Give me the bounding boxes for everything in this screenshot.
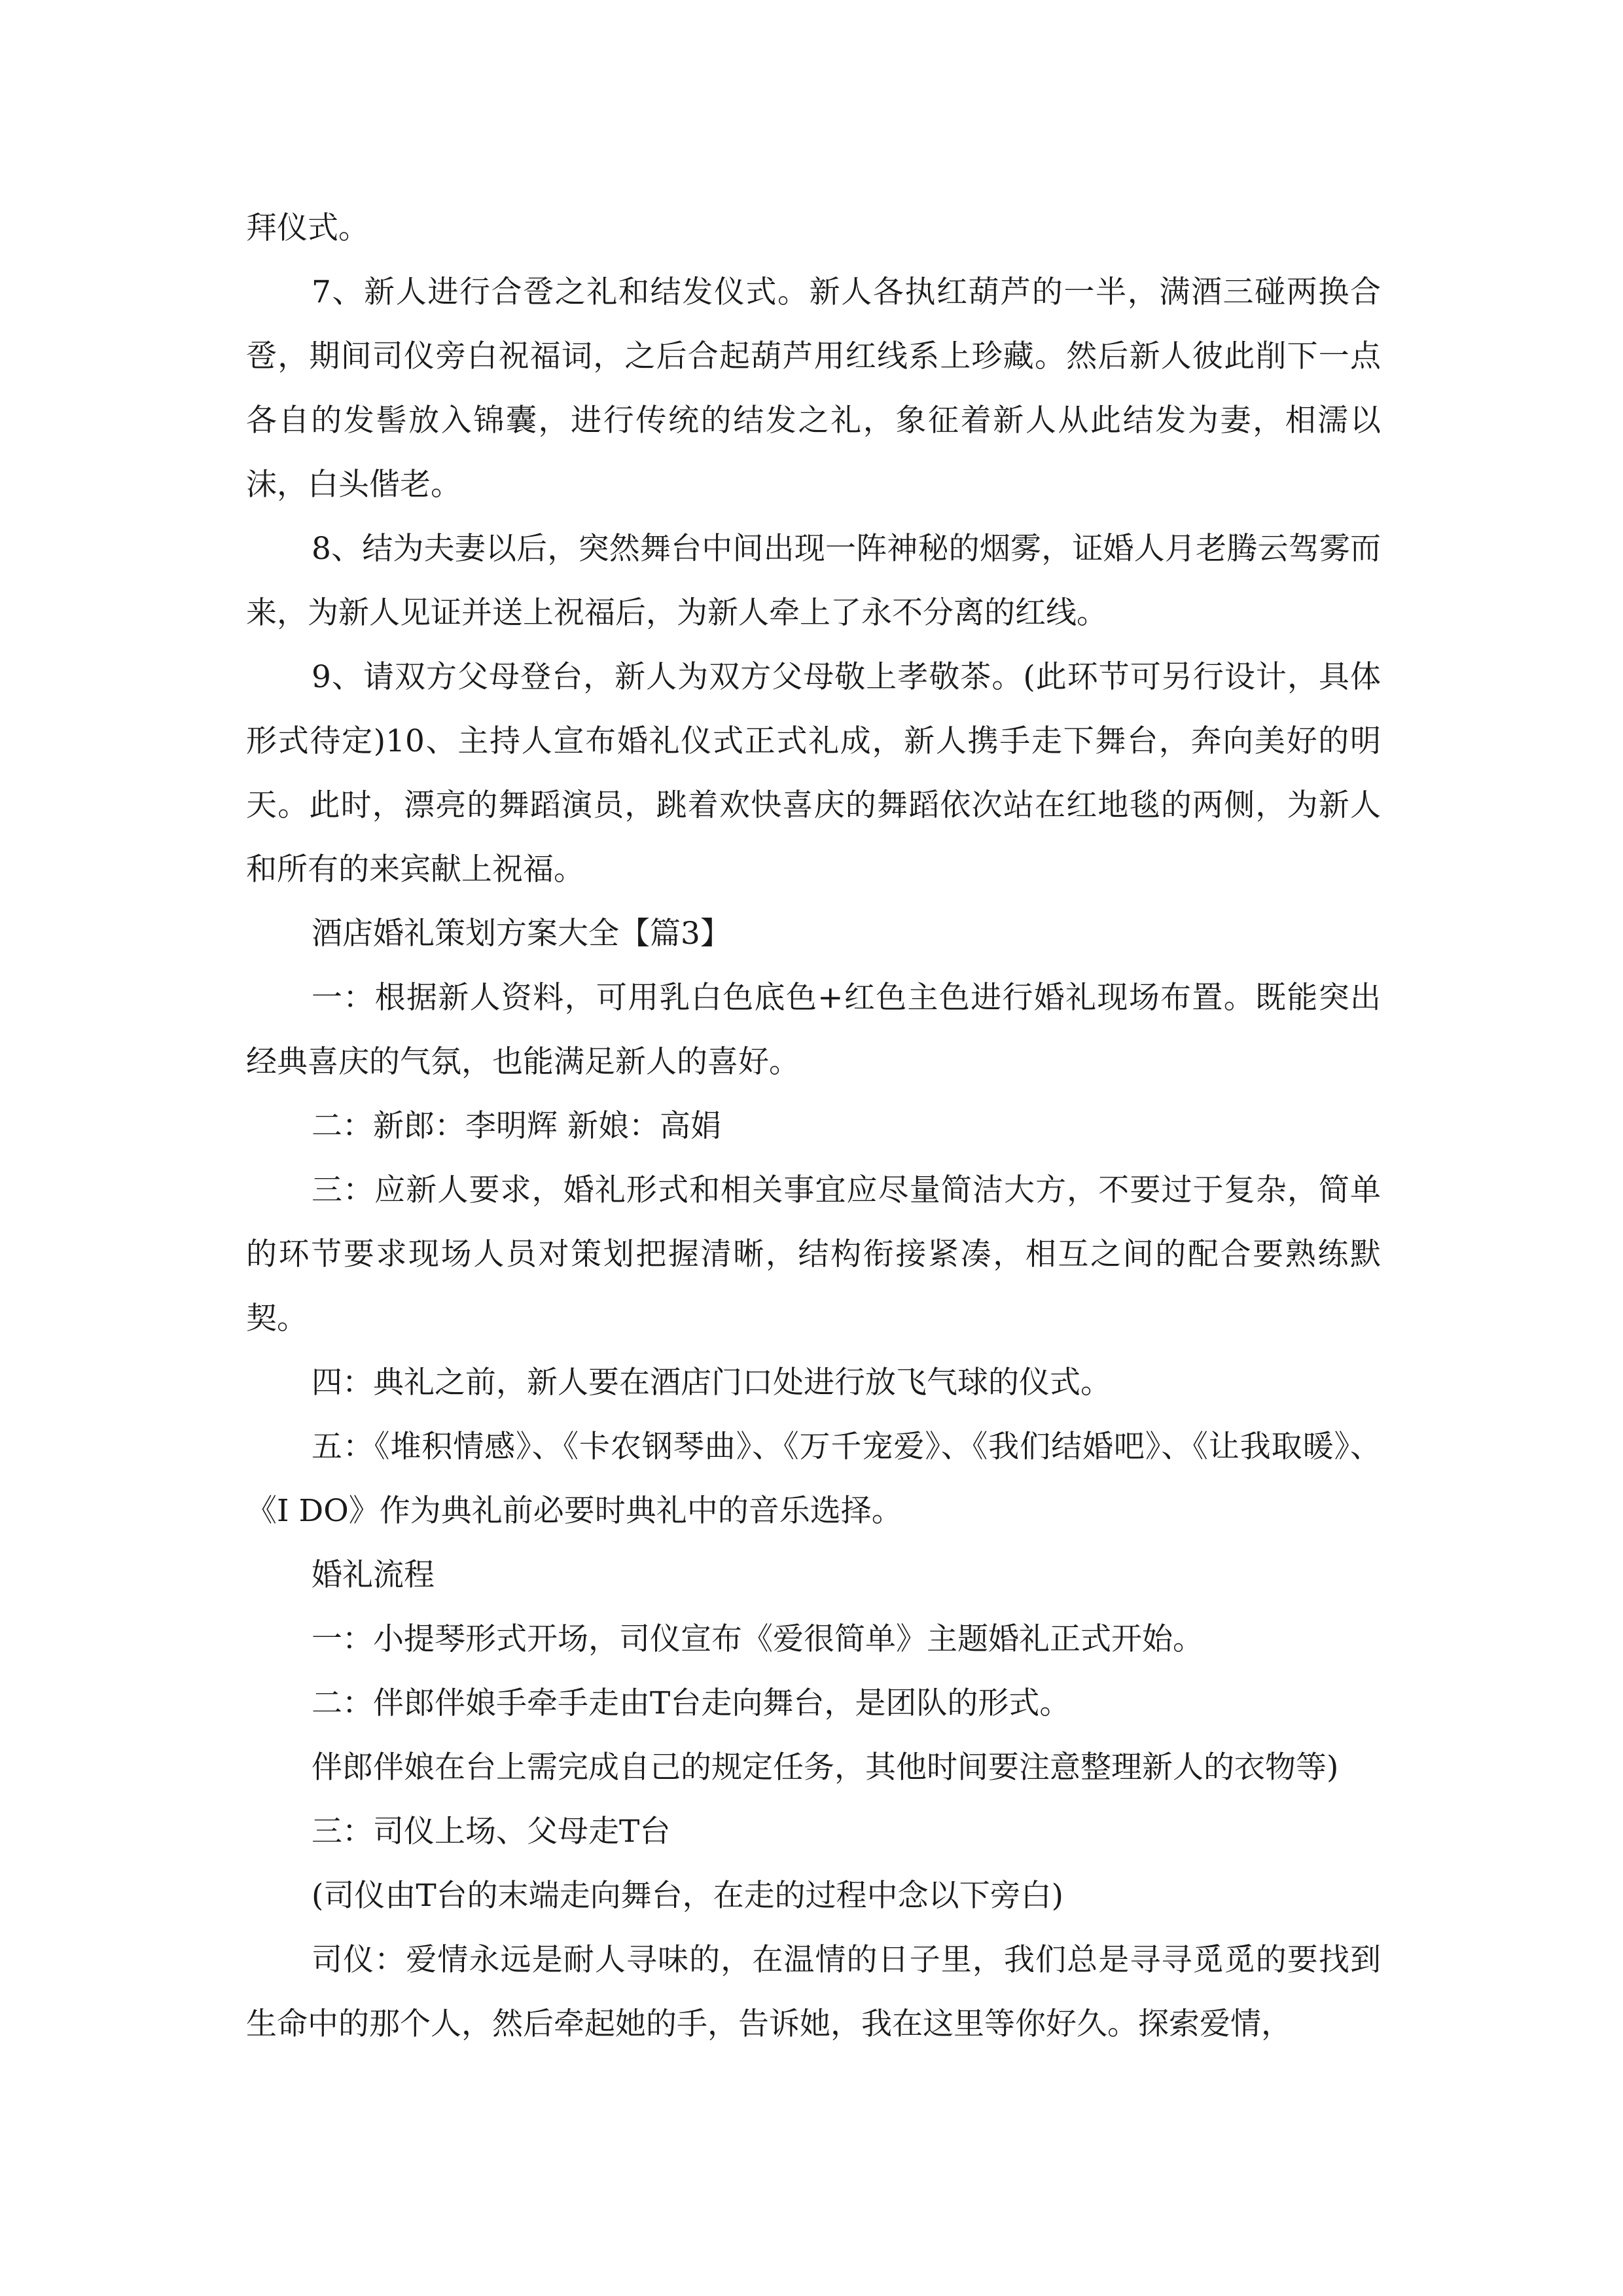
process-step-1: 一：小提琴形式开场，司仪宣布《爱很简单》主题婚礼正式开始。 <box>312 1621 1204 1657</box>
process-step-3-note: (司仪由T台的末端走向舞台，在走的过程中念以下旁白) <box>312 1878 1064 1914</box>
paragraph-step-9-10: 9、请双方父母登台，新人为双方父母敬上孝敬茶。(此环节可另行设计，具体形式待定)10、主持人宣布婚礼仪式正式礼成，新人携手走下舞台，奔向美好的明天。此时，漂亮的舞蹈演员，跳着欢快喜庆的舞蹈依次站在红地毯的两侧，为新人和所有的来宾献上祝福。 <box>246 659 1381 888</box>
document-body <box>246 196 1381 2056</box>
paragraph-item-3: 三：应新人要求，婚礼形式和相关事宜应尽量简洁大方，不要过于复杂，简单的环节要求现场人员对策划把握清晰，结构衔接紧凑，相互之间的配合要熟练默契。 <box>246 1172 1381 1336</box>
paragraph-continuation: 拜仪式。 <box>246 210 369 246</box>
paragraph-step-8: 8、结为夫妻以后，突然舞台中间出现一阵神秘的烟雾，证婚人月老腾云驾雾而来，为新人见证并送上祝福后，为新人牵上了永不分离的红线。 <box>246 531 1381 631</box>
process-step-3: 三：司仪上场、父母走T台 <box>312 1814 671 1850</box>
process-step-2-note: 伴郎伴娘在台上需完成自己的规定任务，其他时间要注意整理新人的衣物等) <box>312 1749 1339 1785</box>
section-heading: 酒店婚礼策划方案大全【篇3】 <box>312 916 731 952</box>
paragraph-item-1: 一：根据新人资料，可用乳白色底色+红色主色进行婚礼现场布置。既能突出经典喜庆的气氛，也能满足新人的喜好。 <box>246 980 1381 1080</box>
paragraph-step-7: 7、新人进行合卺之礼和结发仪式。新人各执红葫芦的一半，满酒三碰两换合卺，期间司仪旁白祝福词，之后合起葫芦用红线系上珍藏。然后新人彼此削下一点各自的发髻放入锦囊，进行传统的结发之礼，象征着新人从此结发为妻，相濡以沫，白头偕老。 <box>246 274 1381 503</box>
paragraph-item-5: 五：《堆积情感》、《卡农钢琴曲》、《万千宠爱》、《我们结婚吧》、《让我取暖》、《I DO》作为典礼前必要时典礼中的音乐选择。 <box>246 1429 1381 1529</box>
paragraph-item-2: 二：新郎：李明辉 新娘：高娟 <box>312 1108 721 1144</box>
paragraph-item-4: 四：典礼之前，新人要在酒店门口处进行放飞气球的仪式。 <box>312 1365 1111 1401</box>
process-step-2: 二：伴郎伴娘手牵手走由T台走向舞台，是团队的形式。 <box>312 1685 1071 1721</box>
host-narration: 司仪：爱情永远是耐人寻味的，在温情的日子里，我们总是寻寻觅觅的要找到生命中的那个人，然后牵起她的手，告诉她，我在这里等你好久。探索爱情， <box>246 1942 1381 2042</box>
subheading-wedding-process: 婚礼流程 <box>312 1557 435 1593</box>
